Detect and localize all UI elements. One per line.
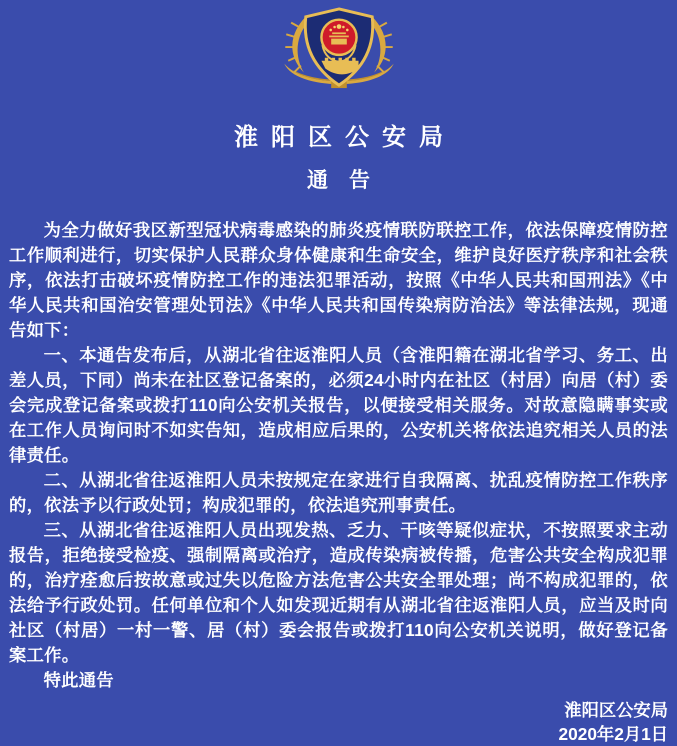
notice-page xyxy=(0,7,677,744)
signature-issuer: 淮阳区公安局 xyxy=(564,700,668,720)
paragraph-item-3: 三、从湖北省往返淮阳人员出现发热、乏力、干咳等疑似症状，不按照要求主动报告，拒绝接受检疫、强制隔离或治疗，造成传染病被传播，危害公共安全构成犯罪的，治疗痊愈后按故意或过失以危险方法危害公共安全罪处理；尚不构成犯罪的，依法给予行政处罚。任何单位和个人如发现近期有从湖北省往返淮阳人员，应当及时向社区（村居）一村一警、居（村）委会报告或拨打110向公安机关说明，做好登记备案工作。 xyxy=(9,520,668,665)
doc-type-title: 通告 xyxy=(307,169,391,192)
signature-date: 2020年2月1日 xyxy=(558,724,668,744)
police-badge-icon xyxy=(270,7,408,96)
paragraph-intro: 为全力做好我区新型冠状病毒感染的肺炎疫情联防联控工作，依法保障疫情防控工作顺利进行，切实保护人民群众身体健康和生命安全，维护良好医疗秩序和社会秩序，依法打击破坏疫情防控工作的违法犯罪活动，按照《中华人民共和国刑法》《中华人民共和国治安管理处罚法》《中华人民共和国传染病防治法》等法律法规，现通告如下： xyxy=(9,220,668,340)
notice-body xyxy=(9,218,668,693)
issuer-title: 淮阳区公安局 xyxy=(234,124,456,151)
paragraph-item-2: 二、从湖北省往返淮阳人员未按规定在家进行自我隔离、扰乱疫情防控工作秩序的，依法予以行政处罚；构成犯罪的，依法追究刑事责任。 xyxy=(9,470,668,515)
paragraph-item-1: 一、本通告发布后，从湖北省往返淮阳人员（含淮阳籍在湖北省学习、务工、出差人员，下同）尚未在社区登记备案的，必须24小时内在社区（村居）向居（村）委会完成登记备案或拨打110向公安机关报告，以便接受相关服务。对故意隐瞒事实或在工作人员询问时不如实告知，造成相应后果的，公安机关将依法追究相关人员的法律责任。 xyxy=(9,345,668,465)
closing-line: 特此通告 xyxy=(43,670,114,690)
signature-block xyxy=(0,698,677,746)
